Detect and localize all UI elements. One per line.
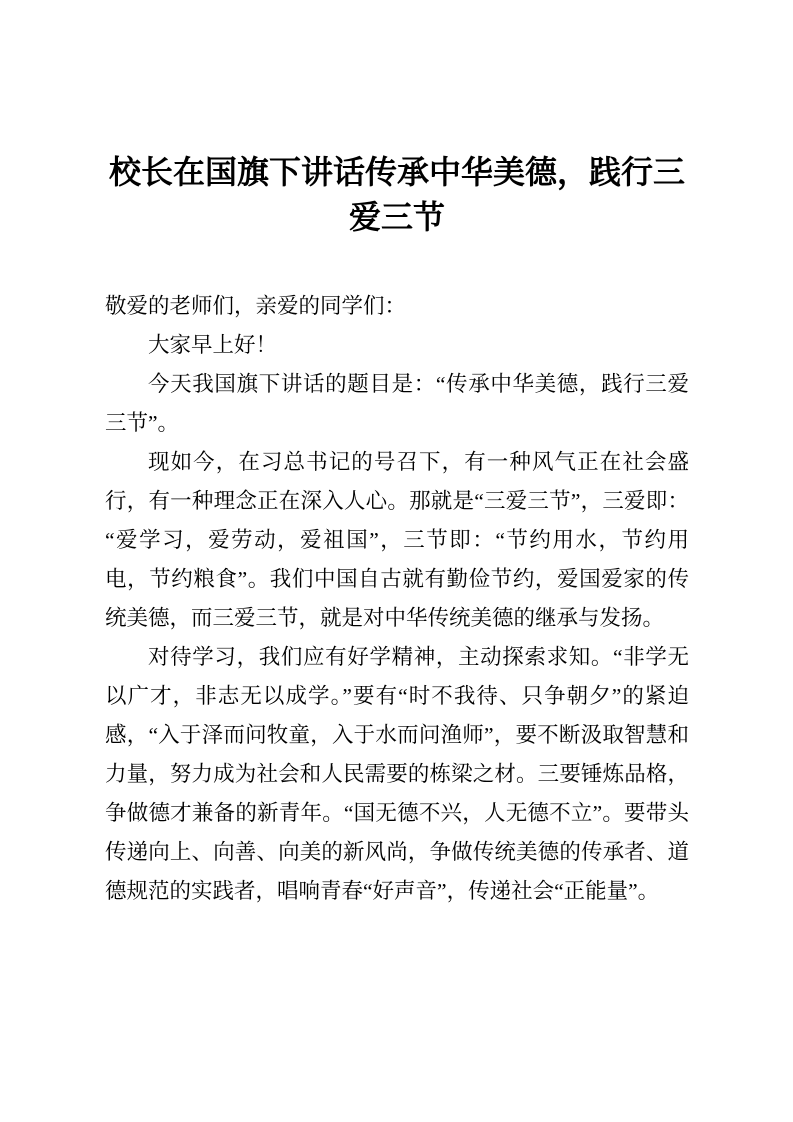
paragraph-topic: 今天我国旗下讲话的题目是：“传承中华美德，践行三爱三节”。 — [105, 372, 689, 435]
paragraph-three-loves-three-savings: 现如今，在习总书记的号召下，有一种风气正在社会盛行，有一种理念正在深入人心。那就是“三爱三节”，三爱即：“爱学习，爱劳动，爱祖国”，三节即：“节约用水，节约用电，节约粮食”。我们中国自古就有勤俭节约，爱国爱家的传统美德，而三爱三节，就是对中华传统美德的继承与发扬。 — [105, 450, 689, 630]
paragraph-greeting: 大家早上好！ — [148, 333, 278, 357]
document-body — [105, 287, 689, 911]
paragraph-study-and-virtue: 对待学习，我们应有好学精神，主动探索求知。“非学无以广才，非志无以成学。”要有“时不我待、只争朝夕”的紧迫感，“入于泽而问牧童，入于水而问渔师”，要不断汲取智慧和力量，努力成为社会和人民需要的栋梁之材。三要锤炼品格，争做德才兼备的新青年。“国无德不兴，人无德不立”。要带头传递向上、向善、向美的新风尚，争做传统美德的传承者、道德规范的实践者，唱响青春“好声音”，传递社会“正能量”。 — [105, 645, 689, 903]
paragraph-salutation: 敬爱的老师们，亲爱的同学们： — [105, 294, 407, 318]
document-title: 校长在国旗下讲话传承中华美德，践行三爱三节 — [108, 154, 685, 235]
